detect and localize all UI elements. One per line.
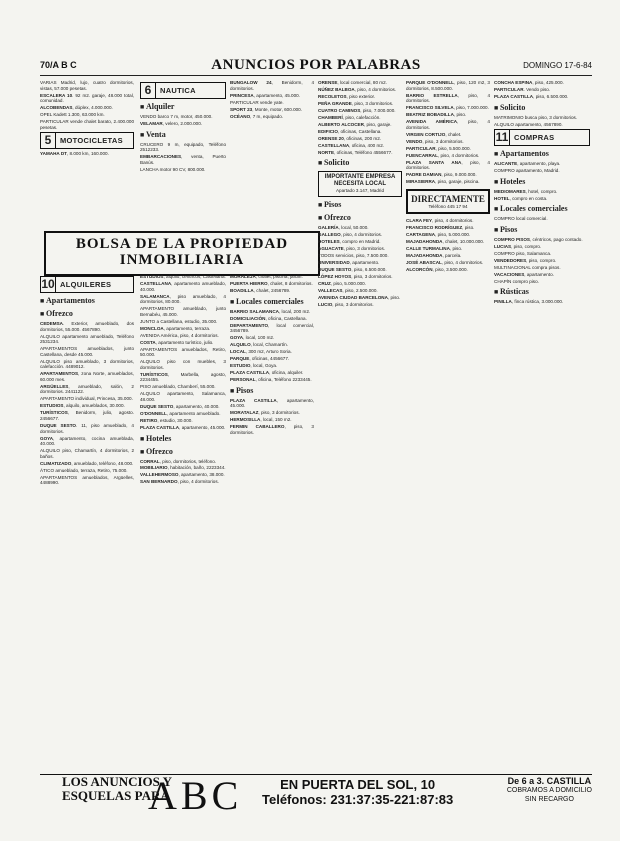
classified-ad: VENDEDORES, piso, compro. [494,257,557,263]
classified-ad: FUENCARRAL, piso, 4 dormitorios. [406,152,480,158]
ads-c3-b [230,274,314,294]
ads-c4-a [318,80,402,155]
classified-ad: PISO amueblado, Chamberí, 55.000. [140,384,216,390]
classified-ad: COMPRO piso, Salamanca. [494,250,552,256]
classified-ad: BARRIO SALAMANCA, local, 200 m2. [230,308,311,314]
classified-ad: FERMIN CABALLERO, piso, 3 dormitorios. [230,424,314,435]
classified-ad: ÁTICO amueblado, terraza, Retiro, 75.000. [40,467,128,473]
classified-ad: VELAMAR, velero, 2.000.000. [140,120,203,126]
column-5 [406,80,490,770]
column-6 [494,80,590,770]
classified-ad: PARTICULAR, piso, 5.500.000. [406,145,471,151]
classified-ad: ALQUILO piso con muebles, 3 dormitorios. [140,359,226,370]
classified-ad: ALQUILO apartamento, Salamanca, 48.000. [140,391,226,402]
classified-ad: PLAZA CASTILLA, oficina, alquiler. [230,370,304,376]
classified-ad: AVENIDA AMÉRICA, piso, 4 dormitorios. [406,119,490,130]
directamente-box [406,189,490,215]
classified-ad: HOTEL, compro en costa. [494,195,548,201]
classified-ad: VENDO, piso, 3 dormitorios. [406,138,464,144]
subhead-apartamentos-2: ■ Apartamentos [494,149,590,159]
classified-ad: TURÍSTICOS, Marbella, agosto, 2234455. [140,371,226,383]
section-number: 5 [41,133,56,148]
classified-ad: YAMAHA DT, 8.000 km, 160.000. [40,151,109,157]
page-number: 70/A B C [40,60,77,70]
column-2-bottom [140,274,226,770]
classified-ad: APARTAMENTOS amueblados, Argüelles, 4488990. [40,474,134,486]
classified-ad: VARIAS Madrid, lujo, cuatro dormitorios, vistas, 57.000 pesetas. [40,80,134,91]
footer-phones: Teléfonos: 231:37:35-221:87:83 [262,792,454,807]
ads-c6-e [494,216,590,222]
classified-ad: PARQUE, oficinas, 4456677. [230,356,290,362]
classified-ad: ALBERTO ALCOCER, piso, garaje. [318,121,392,127]
ads-c6-a [494,80,590,100]
column-3-bottom [230,274,314,770]
classified-ad: VACACIONES, apartamento. [494,271,554,277]
classified-ad: MONCLOA, apartamento, terraza. [140,325,211,331]
classified-ad: PEÑA GRANDE, piso, 3 dormitorios. [318,100,394,106]
classified-ad: GOYA, apartamento, cocina amueblada, 40.000. [40,435,134,447]
classified-ad: CARTAGENA, piso, 5.000.000. [406,232,471,238]
classified-ad: ALCORCÓN, piso, 3.500.000. [406,267,468,273]
classified-ad: COMPRO local comercial. [494,216,548,222]
classified-ad: MORALEJA, chalet, piscina, jardín. [230,274,303,279]
classified-ad: LANCHA motor 90 CV, 800.000. [140,166,206,172]
classified-ad: UNIVERSIDAD, apartamento. [318,259,380,265]
classified-ad: SAN BERNARDO, piso, 4 dormitorios. [140,479,219,485]
classified-ad: PADRE DAMIAN, piso, 9.000.000. [406,172,477,178]
classified-ad: MAJADAHONDA, chalet, 10.000.000. [406,239,485,245]
classified-ad: CEDEMSA. Exterior, amueblado, dos dormitorios, 55.000. 4567890. [40,321,134,332]
classified-ad: FRANCISCO SILVELA, piso, 7.000.000. [406,105,489,111]
classified-ad: VIRGEN CORTIJO, chalet. [406,131,462,137]
subhead-alquiler: ■ Alquiler [140,102,226,112]
classified-ad: SALAMANCA, piso amueblado, 4 dormitorios, 80.000. [140,293,226,305]
section-title: ALQUILERES [60,280,112,289]
classified-ad: CLARA FEY, piso, 4 dormitorios. [406,218,474,224]
classified-ad: CONCHA ESPINA, piso, 425.000. [494,80,564,85]
section-title: COMPRAS [514,133,555,143]
column-2-top [140,80,226,228]
classified-ad: DUQUE SESTO, piso, 6.500.000. [318,266,387,272]
abc-logo: ABC [148,773,243,818]
ads-c6-c [494,161,590,174]
subhead-locales: ■ Locales comerciales [230,297,314,307]
box-title: IMPORTANTE EMPRESA NECESITA LOCAL [324,174,396,188]
classified-ad: COSTA, apartamento turístico, julio. [140,339,214,345]
classified-ad: LUCIO, piso, 3 dormitorios. [318,301,374,307]
classified-ad: BUNGALOW 24, Benidorm, 4 dormitorios. [230,80,314,91]
classified-ad: BEATRIZ BOBADILLA, piso. [406,112,467,118]
classified-ad: PARQUE O'DONNELL, piso, 120 m2, 3 dormitorios, 8.500.000. [406,80,490,91]
classified-ad: NORTE, oficinas, Teléfono 4556677. [318,149,393,155]
ads-c6-f [494,237,590,285]
classified-ad: MOBILIARIO, habitación, baño, 2223344. [140,465,226,471]
header-rule [40,75,592,76]
section-nautica [140,82,226,99]
classified-ad: DUQUE SESTO. 11, piso amueblado, 4 dormitorios. [40,423,134,434]
footer-left-line-1: LOS ANUNCIOS Y [62,774,173,789]
subhead-pisos: ■ Pisos [318,200,402,210]
ads-c3-a [230,80,314,119]
classified-ad: APARTAMENTO individual, Princesa, 35.000. [40,396,133,402]
section-alquileres [40,276,134,293]
classified-ad: EMBARCACIONES, venta, Puerto Banús. [140,154,226,165]
classified-ad: ARGÜELLES, amueblado, salón, 2 dormitorios. 2441122. [40,383,134,395]
classified-ad: APARTAMENTO amueblado, junto Bernabéu, 45.000. [140,306,226,317]
section-title: MOTOCICLETAS [60,136,123,146]
classified-ad: HOTELES, compro en Madrid. [318,239,381,244]
classified-ad: OPEL Kadett 1.300, 63.000 km. [40,112,105,118]
box-address: Apartado 3.147, Madrid [335,188,384,194]
ads-c6-d [494,189,590,202]
classified-ad: PARTICULAR vende yate. [230,99,284,105]
subhead-venta: ■ Venta [140,130,226,140]
classified-ad: LÓPEZ HOYOS, piso, 3 dormitorios. [318,273,393,279]
classified-ad: PARTICULAR. Vendo piso. [494,86,551,92]
subhead-ofrezco-2: ■ Ofrezco [140,447,226,457]
classified-ad: PINILLA, finca rústica, 3.000.000. [494,299,564,305]
footer-advert [40,774,592,823]
classified-ad: ALICANTE, apartamento, playa. [494,161,561,167]
classified-ad: AVENIDA CIUDAD BARCELONA, piso. [318,294,401,300]
classified-ad: DEPARTAMENTO, local comercial, 3456789. [230,322,314,334]
classified-ad: ALQUILO apartamento, 4567890. [494,121,563,127]
classified-ad: CRUCERO 9 m, equipado, Teléfono 2512233. [140,141,226,153]
classified-ad: PARTICULAR vende chalet barato, 2.400.000 pesetas. [40,119,134,130]
footer-address: EN PUERTA DEL SOL, 10 [280,777,436,792]
classified-ad: GALERÍA, local, 50.000. [318,225,369,231]
classified-ad: PLAZA CASTILLA, apartamento, 45.000. [230,397,314,409]
classified-ad: CASTELLANA, apartamento amueblado, 40.000. [140,280,226,292]
ads-c2-d [140,459,226,486]
column-1-top [40,80,134,228]
ads-c2-b [140,142,226,173]
section-number: 10 [41,277,55,291]
section-title: NAUTICA [160,86,196,95]
classified-ad: CRUZ, piso, 5.000.000. [318,280,367,286]
ads-c6-g [494,299,590,305]
classified-ad: PLAZA CASTILLA, piso, 6.500.000. [494,93,569,99]
classified-ad: CALLE TURMALINA, piso. [406,246,463,252]
footer-right-line-1: De 6 a 3. CASTILLA [507,776,592,786]
subhead-rusticas: ■ Rústicas [494,287,590,297]
ads-c1b [40,321,134,486]
page-header [40,57,592,74]
classified-ad: ESTUDIO, local, Goya. [230,363,278,369]
banner-line-2: INMOBILIARIA [119,252,245,268]
classified-ad: AVENIDA América, piso, 4 dormitorios. [140,332,219,338]
classified-ad: BARRIO ESTRELLA, piso, 4 dormitorios. [406,92,490,104]
banner-line-1: BOLSA DE LA PROPIEDAD [75,236,289,252]
subhead-hoteles-2: ■ Hoteles [494,177,590,187]
classified-ad: COMPRO apartamento, Madrid. [494,168,560,174]
section-number: 6 [141,83,156,98]
subhead-solicito: ■ Solicito [318,158,402,168]
ads-c2-a [140,114,226,127]
classified-ad: FRANCISCO RODRÍGUEZ, piso. [406,225,475,231]
section-compras [494,129,590,146]
page-title: ANUNCIOS POR PALABRAS [211,57,421,73]
footer-right-line-2: COBRAMOS A DOMICILIO [506,787,592,794]
classified-ad: ESCALERA 10. 92 m2. garaje, 48.000 total, comunidad. [40,92,134,104]
classified-ad: RETIRO, estudio, 30.000. [140,417,193,423]
section-number: 11 [495,130,509,145]
column-1-bottom [40,274,134,770]
classified-ad: ORENSE, local comercial, 80 m2. [318,80,387,85]
classified-ad: JOSÉ ABASCAL, piso, 4 dormitorios. [406,260,484,266]
classified-ad: SPORT 23, Monte, motor, 600.000. [230,106,303,112]
classified-ad: BOADILLA, chalet, 2456789. [230,287,291,293]
classified-ad: ALQUILO piso amueblado, 3 dormitorios, calefacción. 4489012. [40,358,134,370]
classified-ad: ESTUDIOS, alquilo, céntricos, Castellana. [140,274,226,279]
classified-ad: CASTELLANA, oficina, 400 m2. [318,142,385,148]
classified-ad: GALLEGO, piso, 4 dormitorios. [318,232,383,238]
footer-left-line-2: ESQUELAS PARA [62,788,170,803]
ads-c5-b [406,218,490,272]
classified-ad: NÚÑEZ BALBOA, piso, 4 dormitorios. [318,86,397,92]
subhead-ofrezco: ■ Ofrezco [40,309,134,319]
footer-right-line-3: SIN RECARGO [524,796,574,803]
classified-ad: VALLEHERMOSO, apartamento, 38.000. [140,472,225,478]
classified-ad: ALQUILO piso, Chamartín, 4 dormitorios, 2 baños. [40,448,134,459]
classified-ad: JUNTO a Castellana, estudio, 35.000. [140,318,218,324]
classified-ad: VALLECAS, piso, 2.500.000. [318,287,378,293]
classified-ad: PRINCESA, apartamento, 45.000. [230,92,300,98]
classified-ad: MIRASIERRA, piso, garaje, piscina. [406,179,480,185]
subhead-pisos-c3: ■ Pisos [230,386,314,396]
classified-ad: AGUACATE, piso, 3 dormitorios. [318,245,386,251]
column-4 [318,80,402,770]
footer-middle [262,777,453,807]
classified-ad: PUERTA HIERRO, chalet, 8 dormitorios. [230,280,313,286]
classified-ad: APARTAMENTOS, zona Norte, amueblados, 60.000 mes. [40,371,134,382]
classified-ad: DUQUE SESTO, apartamento, 40.000. [140,403,220,409]
classified-ad: HERMOSILLA, local, 150 m2. [230,417,292,423]
classified-ad: PLAZA CASTILLA, apartamento, 45.000. [140,424,226,430]
classified-ad: OCÉANO, 7 m, equipado. [230,113,284,119]
classified-ad: CLIMATIZADO, amueblado, teléfono, 48.000. [40,460,134,466]
classified-ad: TURÍSTICOS, Benidorm, julio, agosto. 2456677. [40,410,134,422]
ads-c6-b [494,115,590,128]
classified-ad: CHAMBERÍ, piso, calefacción. [318,114,381,120]
classified-ad: APARTAMENTOS amueblados, junto Castellana, desde 45.000. [40,346,134,357]
classified-ad: ALQUILO apartamento amueblado, Teléfono 2531234. [40,333,134,345]
subhead-ofrezco-c4: ■ Ofrezco [318,213,402,223]
classified-ad: TODOS servicios, piso, 7.500.000. [318,252,389,258]
classified-ad: CORRAL, piso, dormitorios, teléfono. [140,458,217,464]
classified-ad: PLAZA SANTA ANA, piso, 4 dormitorios. [406,159,490,171]
classified-ad: COMPRO PISOS, céntricos, pago contado. [494,236,583,242]
classified-ad: LOCAL, 300 m2, Arturo Soria. [230,349,292,355]
classified-ad: MULTINACIONAL compra pisos. [494,264,561,270]
ads-c2-c [140,274,226,431]
column-3-top [230,80,314,228]
subhead-solicito-2: ■ Solicito [494,103,590,113]
ads-c3-c [230,309,314,383]
classified-ad: O'DONNELL, apartamento amueblado. [140,410,221,416]
ads-c3-d [230,398,314,436]
classified-ad: ESTUDIOS, alquilo, amueblados, 30.000. [40,403,125,409]
ads-c1-a [40,80,134,130]
classified-ad: ALQUILO, local, Chamartín. [230,342,288,348]
classified-ad: CHAPÍN compro piso. [494,278,539,284]
classified-ad: VENDO barco 7 m, motor, 450.000. [140,114,213,119]
classified-ad: MORATALAZ, piso, 3 dormitorios. [230,410,300,416]
classified-ad: ALCOBENDAS, dúplex, 4.000.000. [40,105,113,111]
footer-right [507,777,592,804]
classified-ad: RECOLETOS, piso exterior. [318,93,376,99]
section-motos [40,132,134,149]
classified-ad: LUCIAS, piso, compro. [494,243,542,249]
classified-ad: APARTAMENTOS amueblados, Retiro, 50.000. [140,346,226,358]
classified-ad: MEDIOMARES, hotel, compro. [494,188,558,194]
classified-ad: CUATRO CAMINOS, piso, 7.000.000. [318,107,396,113]
subhead-locales-2: ■ Locales comerciales [494,204,590,214]
subhead-hoteles: ■ Hoteles [140,434,226,444]
classified-ad: GOYA, local, 100 m2. [230,335,275,341]
directamente-title: DIRECTAMENTE [411,193,485,204]
local-wanted-box [318,171,402,197]
classified-ad: ORENSE 20, oficinas, 200 m2. [318,135,382,141]
subhead-pisos-2: ■ Pisos [494,225,590,235]
classified-ad: EDIFICIO, oficinas, Castellana. [318,128,382,134]
directamente-phone: Teléfono 445 17 94 [428,203,468,209]
classified-ad: MATRIMONIO busca piso, 3 dormitorios. [494,114,578,120]
ads-c1-b [40,151,134,157]
ads-c5-a [406,80,490,185]
ads-c4-b [318,225,402,307]
page-date: DOMINGO 17-6-84 [523,61,592,70]
classified-ad: PERSONAL, oficina, Teléfono 2233445. [230,377,312,383]
classified-ad: MAJADAHONDA, parcela. [406,253,462,259]
subhead-apartamentos: ■ Apartamentos [40,296,134,306]
bolsa-banner [44,231,320,276]
classified-ad: DOMICILIACIÓN, oficina, Castellana. [230,315,307,321]
